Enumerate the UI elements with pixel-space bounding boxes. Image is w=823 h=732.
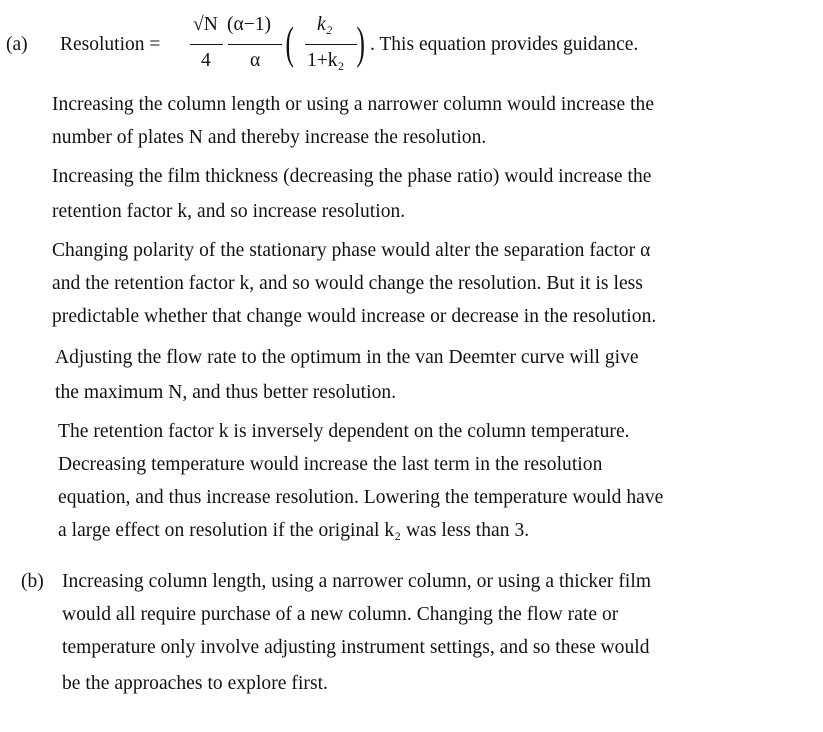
part-a-line-6: and the retention factor k, and so would change the resolution. But it is less bbox=[52, 273, 643, 294]
part-b-line-1: Increasing column length, using a narrower column, or using a thicker film bbox=[62, 571, 652, 592]
part-a-line-7: predictable whether that change would increase or decrease in the resolution. bbox=[52, 306, 657, 327]
frac3-numerator: k₂ bbox=[317, 14, 333, 35]
part-a-line-3: Increasing the film thickness (decreasing the phase ratio) would increase the bbox=[52, 166, 652, 187]
part-a-line-13: a large effect on resolution if the original k₂ was less than 3. bbox=[58, 520, 530, 541]
part-b-line-4: be the approaches to explore first. bbox=[62, 673, 328, 694]
resolution-equation bbox=[60, 14, 820, 78]
frac1-denominator: 4 bbox=[201, 50, 211, 71]
equation-trailing-text: . This equation provides guidance. bbox=[370, 34, 639, 55]
frac3-bar bbox=[305, 44, 357, 45]
frac3-denominator: 1+k₂ bbox=[307, 50, 345, 71]
equation-lhs: Resolution = bbox=[60, 34, 161, 55]
part-a-line-12: equation, and thus increase resolution. Lowering the temperature would have bbox=[58, 487, 664, 508]
part-a-line-11: Decreasing temperature would increase the last term in the resolution bbox=[58, 454, 603, 475]
frac1-bar bbox=[190, 44, 223, 45]
part-a-line-5: Changing polarity of the stationary phase would alter the separation factor α bbox=[52, 240, 651, 261]
part-a-line-1: Increasing the column length or using a narrower column would increase the bbox=[52, 94, 655, 115]
part-a-line-9: the maximum N, and thus better resolution. bbox=[55, 382, 397, 403]
part-b-line-3: temperature only involve adjusting instrument settings, and so these would bbox=[62, 637, 650, 658]
frac2-numerator: (α−1) bbox=[227, 14, 271, 35]
right-paren: ) bbox=[356, 17, 365, 68]
part-a-label: (a) bbox=[6, 34, 28, 55]
part-a-line-4: retention factor k, and so increase resolution. bbox=[52, 201, 406, 222]
part-a-line-10: The retention factor k is inversely dependent on the column temperature. bbox=[58, 421, 630, 442]
frac1-numerator: √N bbox=[193, 14, 218, 35]
frac2-bar bbox=[228, 44, 282, 45]
part-a-line-8: Adjusting the flow rate to the optimum in the van Deemter curve will give bbox=[55, 347, 639, 368]
part-b-label: (b) bbox=[21, 571, 44, 592]
part-a-line-2: number of plates N and thereby increase the resolution. bbox=[52, 127, 487, 148]
part-b-line-2: would all require purchase of a new column. Changing the flow rate or bbox=[62, 604, 619, 625]
frac2-denominator: α bbox=[250, 50, 261, 71]
left-paren: ( bbox=[285, 17, 294, 68]
